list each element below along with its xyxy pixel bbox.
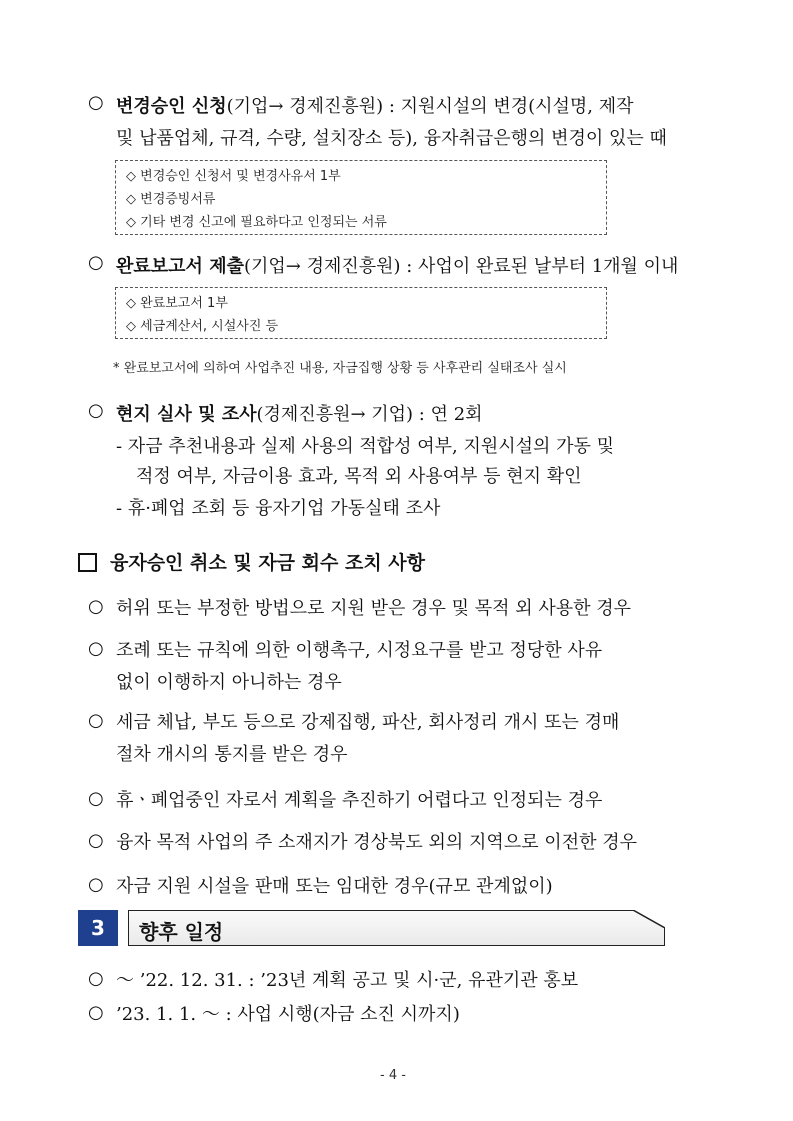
item1-rest: (기업→ 경제진흥원) : 지원시설의 변경(시설명, 제작: [226, 96, 634, 117]
item3-title: 현지 실사 및 조사: [116, 404, 257, 425]
bullet: ○: [88, 252, 104, 273]
item-site-inspection: [0, 396, 793, 526]
item-change-approval: [0, 88, 793, 158]
item3-dash2: - 휴·폐업 조회 등 융자기업 가동실태 조사: [116, 498, 441, 519]
chapter-title: 향후 일정: [139, 920, 224, 944]
schedule-list: ○ ～ ’22. 12. 31. : ’23년 계획 공고 및 시·군, 유관기관 홍보 ○ ’23. 1. 1. ～ : 사업 시행(자금 소진 시까지): [88, 968, 579, 1025]
item2-line1: [116, 252, 678, 278]
section-title: 융자승인 취소 및 자금 회수 조치 사항: [110, 552, 425, 574]
item1-title: 변경승인 신청: [116, 96, 227, 117]
item-completion-report: [0, 248, 793, 282]
section-square-icon: [78, 553, 97, 572]
box1-item: ◇ 변경승인 신청서 및 변경사유서 1부: [126, 169, 341, 184]
item1-line2: 및 납품업체, 규격, 수량, 설치장소 등), 융자취급은행의 변경이 있는 때: [116, 128, 667, 149]
page-number: - 4 -: [380, 1068, 406, 1083]
box2-item: ◇ 세금계산서, 시설사진 등: [126, 319, 279, 334]
box1-item: ◇ 기타 변경 신고에 필요하다고 인정되는 서류: [126, 215, 387, 230]
item2-title: 완료보고서 제출: [116, 256, 244, 277]
required-docs-box-2: [115, 287, 607, 339]
box1-item: ◇ 변경증빙서류: [126, 192, 216, 207]
revocation-list: ○ 허위 또는 부정한 방법으로 지원 받은 경우 및 목적 외 사용한 경우 ○ 조례 또는 규칙에 의한 이행촉구, 시정요구를 받고 정당한 사유 없이 이행하지 아니하는 경우 ○ 세금 체납, 부도 등으로 강제집행, 파산, 회사정리 개시 또는 경매 절차 개시의 통지를 받은 경우 ○ 휴ㆍ폐업중인 자로서 계획을 추진하기 어렵다고 인정되는 경우 ○ 융자 목적 사업의 주 소재지가 경상북도 외의 지역으로 이전한 경우 ○ 자금 지원 시설을 판매 또는 임대한 경우(규모 관계없이): [88, 596, 637, 897]
box2-item: ◇ 완료보고서 1부: [126, 296, 228, 311]
folded-corner-icon: [633, 910, 665, 928]
item3-rest: (경제진흥원→ 기업) : 연 2회: [256, 404, 483, 425]
item3-line1: [116, 400, 483, 426]
item2-rest: (기업→ 경제진흥원) : 사업이 완료된 날부터 1개월 이내: [243, 256, 679, 277]
bullet: ○: [88, 400, 104, 421]
chapter-title-box: [128, 910, 665, 946]
bullet: ○: [88, 92, 104, 113]
required-docs-box-1: [115, 160, 607, 235]
item1-line1: [116, 92, 634, 118]
chapter-number: 3: [78, 910, 118, 946]
item3-dash1-line2: 적정 여부, 자금이용 효과, 목적 외 사용여부 등 현지 확인: [136, 466, 582, 487]
footnote: * 완료보고서에 의하여 사업추진 내용, 자금집행 상황 등 사후관리 실태조사 실시: [113, 361, 567, 376]
item3-dash1-line1: - 자금 추천내용과 실제 사용의 적합성 여부, 지원시설의 가동 및: [116, 436, 614, 457]
